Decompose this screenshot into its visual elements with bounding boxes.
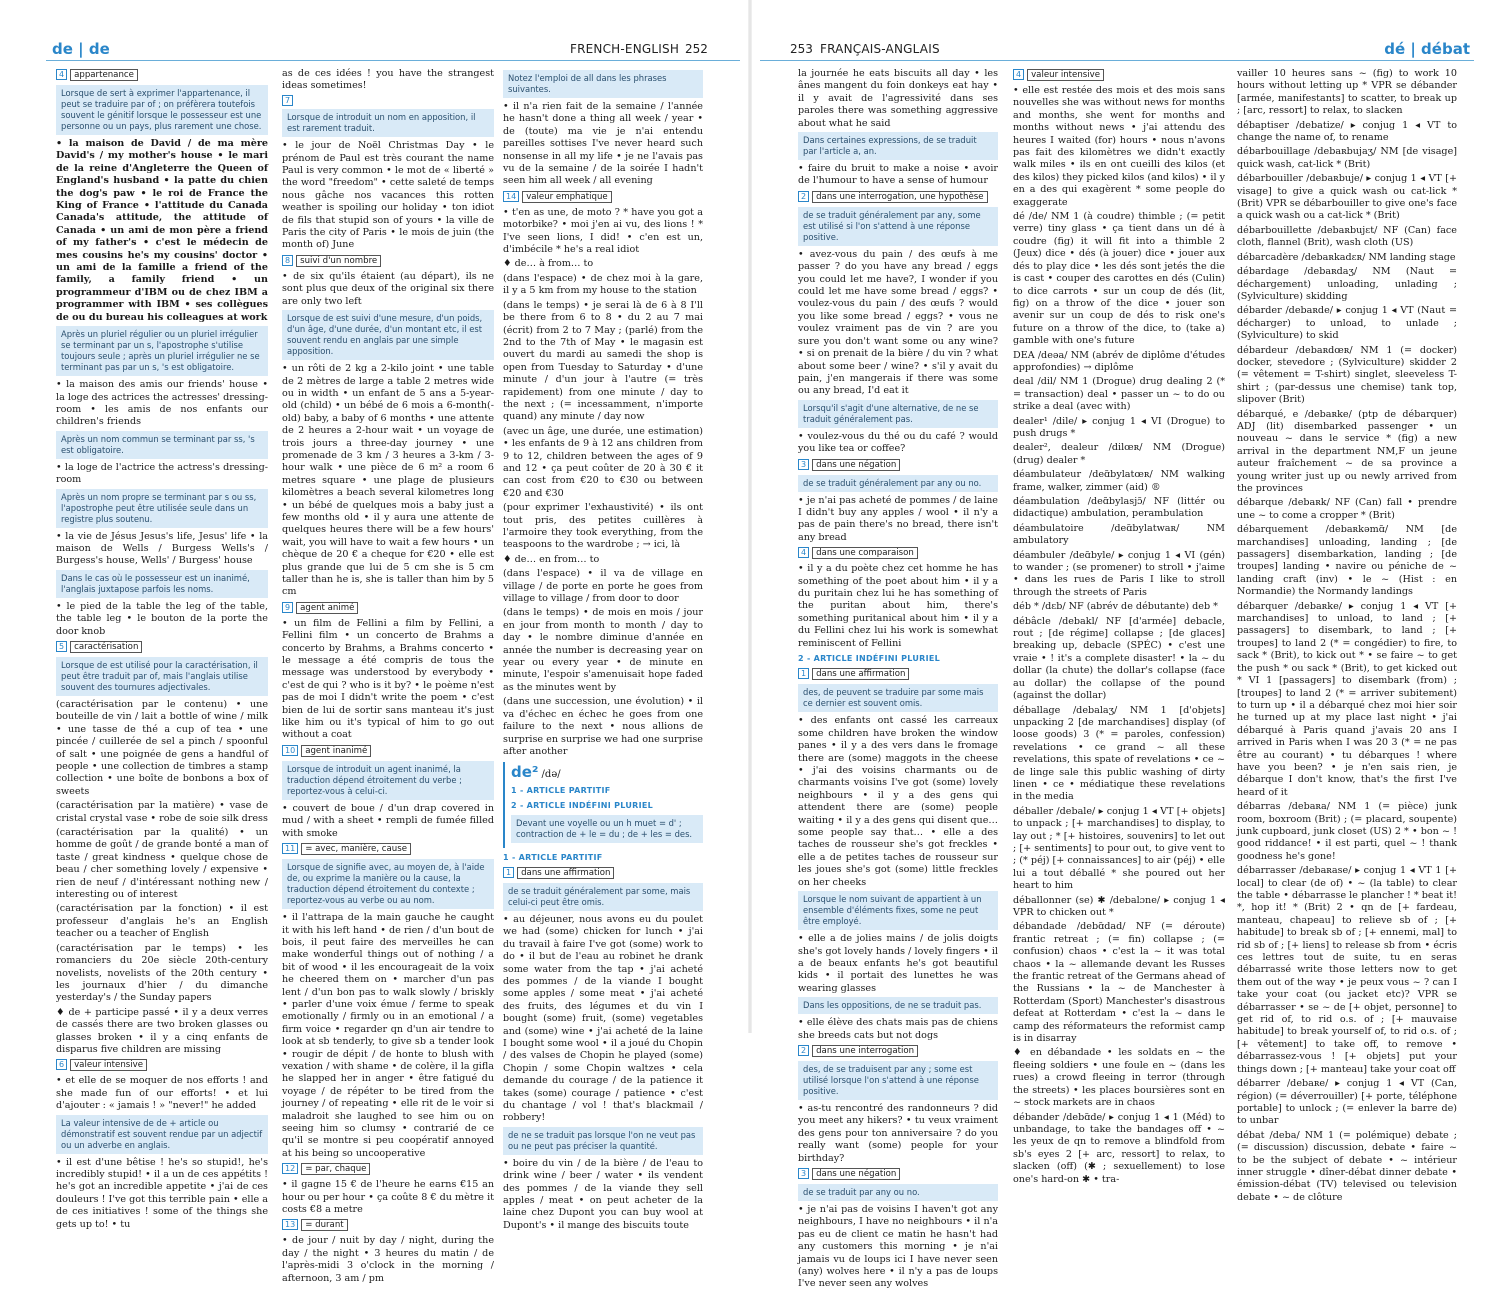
dictionary-entry: débarque /debaʀk/ NF (Can) fall • prendre une ~ to come a cropper * (Brit)	[1237, 497, 1457, 521]
entry-text: • des enfants ont cassé les carreaux some children have broken the window panes • il y a des vers dans le fromage there are (some) maggots in the cheese • j'ai des voisins charmants ou de charmants voisins I've got (some) lovely neighbours • il y a des gens qui attendent there are (some) people waiting • il y a des gens qui disent que… some people say that… • elle a des taches de rousseur she's got freckles • elle a de petites taches de rousseur sur les joues she's got (some) little freckles on her cheeks	[798, 715, 998, 888]
section-heading: 1 - ARTICLE PARTITIF	[503, 852, 603, 862]
usage-note: de se traduit généralement par any, some est utilisé si l'on s'attend à une réponse positive.	[798, 207, 998, 246]
entry-text: • et elle de se moquer de nos efforts ! and she made fun of our efforts! • et lui d'ajouter : « jamais ! » "never!" he added	[56, 1075, 268, 1112]
usage-label: agent inanimé	[301, 745, 371, 757]
usage-label: dans une négation	[812, 459, 900, 471]
entry-text: (avec un âge, une durée, une estimation) • les enfants de 9 à 12 ans children from 9 to 12, children between the ages of 9 and 12 • ça peut coûter de 20 à 30 € it can cost from €20 to €30 ou between €20 and €30	[503, 425, 703, 499]
dictionary-entry: débarcadère /debaʀkadɛʀ/ NM landing stage	[1237, 251, 1456, 263]
dictionary-entry: déambulateur /deɑ̃bylatœʀ/ NM walking frame, walker, zimmer (aid) ®	[1013, 469, 1225, 493]
usage-label: = avec, manière, cause	[301, 843, 411, 855]
entry-text: • un rôti de 2 kg a 2-kilo joint • une table de 2 mètres de large a table 2 metres wide ou in width • un enfant de 5 ans a 5-year-old (child) • un bébé de 6 mois a 6-month(-old) baby, a baby of 6 months • une attente de 2 heures a 2-hour wait • un voyage de trois jours a three-day journey • une promenade de 3 km / 3 heures a 3-km / 3-hour walk • une pièce de 6 m² a room 6 metres square • une plage de plusieurs kilomètres a beach several kilometres long • un bébé de quelques mois a baby just a few months old • il y aura une attente de quelques heures there will be a few hours' wait, you will have to wait a few hours • un chèque de 20 € a cheque for €20 • elle est plus grande que lui de 5 cm she is 5 cm taller than he is, she is taller than him by 5 cm	[282, 363, 494, 598]
entry-text: • le jour de Noël Christmas Day • le prénom de Paul est très courant the name Paul is very common • le mot de « liberté » the word "freedom" • cette saleté de temps nous gâche nos vacances this rotten weather is spoiling our holiday • ton idiot de fils that stupid son of yours • la ville de Paris the city of Paris • le mois de juin (the month of) June	[282, 140, 494, 251]
dictionary-entry: débardeur /debaʀdœʀ/ NM 1 (= docker) docker, stevedore ; (Sylviculture) skidder 2 (= vêtement = T-shirt) singlet, sleeveless T-shirt ; (par-dessus une chemise) tank top, slipover (Brit)	[1237, 344, 1457, 406]
entry-text: • de jour / nuit by day / night, during the day / the night • 3 heures du matin / de l'après-midi 3 o'clock in the morning / afternoon, 3 am / pm	[282, 1235, 494, 1284]
entry-text: • boire du vin / de la bière / de l'eau to drink wine / beer / water • ils vendent des pommes / de la viande they sell apples / meat • on peut acheter de la laine chez Dupont you can buy wool at Dupont's • il mange des biscuits toute	[503, 1157, 703, 1231]
right-page-number: 253	[790, 42, 813, 56]
de2-headword: de²	[511, 763, 539, 782]
entry-text: • il l'attrapa de la main gauche he caught it with his left hand • de rien / d'un bout de bois, il peut faire des merveilles he can make wonderful things out of nothing / a bit of wood • il les encourageait de la voix he cheered them on • marcher d'un pas lent / d'un bon pas to walk slowly / briskly • parler d'une voix émue / ferme to speak emotionally / firmly ou in an emotional / a firm voice • regarder qn d'un air tendre to look at sb tenderly, to give sb a tender look • rougir de dépit / de honte to blush with vexation / with shame • de colère, il la gifla he slapped her in anger • être fatigué du voyage / de répéter to be tired from the journey / of repeating • elle rit de le voir si maladroit she laughed to see him ou on seeing him so clumsy • contrarié de ce qu'il se montre si peu coopératif annoyed at his being so uncooperative	[282, 912, 494, 1159]
usage-note: Lorsque de introduit un nom en apposition, il est rarement traduit.	[282, 109, 494, 137]
entry-text: • voulez-vous du thé ou du café ? would you like tea or coffee?	[798, 430, 998, 455]
dictionary-entry: déballer /debale/ ▸ conjug 1 ◂ VT [+ objets] to unpack ; [+ marchandises] to display, to lay out ; * [+ histoires, souvenirs] to let out ; [+ sentiments] to pour out, to give vent to ; (* péj) [+ connaissances] to air (péj) • elle lui a tout déballé * she poured out her heart to him	[1013, 805, 1225, 892]
dictionary-entry: débardage /debaʀdaʒ/ NM (Naut = déchargement) unloading, unlading ; (Sylviculture) skidding	[1237, 266, 1457, 302]
usage-note: Lorsque de sert à exprimer l'appartenance, il peut se traduire par of ; on préfèrera toutefois souvent le génitif lorsque le possesseur est une personne ou un pays, plus rarement une chose.	[56, 85, 268, 135]
entry-text: • au déjeuner, nous avons eu du poulet we had (some) chicken for lunch • j'ai du travail à faire I've got (some) work to do • il but de l'eau au robinet he drank some water from the tap • j'ai acheté des pommes / de la viande I bought some apples / some meat • j'ai acheté des fruits, des légumes et du vin I bought (some) fruit, (some) vegetables and (some) wine • j'ai acheté de la laine I bought some wool • il a joué du Chopin / des valses de Chopin he played (some) Chopin / some Chopin waltzes • cela demande du courage / de la patience it takes (some) courage / patience • c'est du chantage / vol ! that's blackmail / robbery!	[503, 913, 703, 1124]
left-column-2	[282, 68, 494, 1284]
dictionary-entry: dé /de/ NM 1 (à coudre) thimble ; (= petit verre) tiny glass • ça tient dans un dé à coudre (fig) it will fit into a thimble 2 (Jeux) dice • dés (à jouer) dice • jouer aux dés to play dice • les dés sont jetés the die is cast • couper des carottes en dés (Culin) to dice carrots • sur un coup de dés (lit, fig) on a throw of the dice • jouer son avenir sur un coup de dés to risk one's future on a throw of the dice, to (take a) gamble with one's future	[1013, 211, 1225, 347]
usage-note: La valeur intensive de de + article ou démonstratif est souvent rendue par un adjectif ou un adverbe en anglais.	[56, 1115, 268, 1154]
entry-text: • il gagne 15 € de l'heure he earns €15 an hour ou per hour • ça coûte 8 € du mètre it costs €8 a metre	[282, 1179, 494, 1216]
usage-label: dans une interrogation, une hypothèse	[812, 191, 987, 203]
entry-text: • la vie de Jésus Jesus's life, Jesus' life • la maison de Wells / Burgess Wells's / Burgess's house, Wells' / Burgess' house	[56, 530, 268, 567]
entry-text: • il n'a rien fait de la semaine / l'année he hasn't done a thing all week / year • de (toute) ma vie je n'ai entendu pareilles sottises I've never heard such nonsense in all my life • je ne l'avais pas vu de la semaine / de la soirée I hadn't seen him all week / all evening	[503, 101, 703, 187]
entry-text: • avez-vous du pain / des œufs à me passer ? do you have any bread / eggs you could let me have?, I wonder if you could let me have some bread / eggs? • voulez-vous du pain / des œufs ? would you like some bread / eggs? • vous ne voulez vraiment pas de vin ? are you sure you don't want some ou any wine? • si on prenait de la bière / du vin ? what about some beer / wine? • s'il y avait du pain, j'en mangerais if there was some ou any bread, I'd eat it	[798, 248, 998, 397]
dictionary-entry: déballage /debalaʒ/ NM 1 [d'objets] unpacking 2 [de marchandises] display (of loose goods) 3 (* = paroles, confession) revelations • ce grand ~ all these revelations, this spate of revelations • ce ~ de linge sale this public washing of dirty linen • ce • médiatique these revelations in the media	[1013, 704, 1225, 803]
dictionary-entry: débarqué, e /debaʀke/ (ptp de débarquer) ADJ (lit) disembarked passenger • un nouveau ~ dans le service * (fig) a new arrival in the department NM,F un jeune auteur fraîchement ~ de sa province a young writer just up ou newly arrived from the provinces	[1237, 408, 1457, 494]
entry-text: • elle est restée des mois et des mois sans nouvelles she was without news for months and months, she went for months and months without news • j'ai attendu des heures I waited (for) hours • nous n'avons pas fait des kilomètres we didn't exactly walk miles • ils en ont cueilli des kilos (et des kilos) they picked kilos (and kilos) • il y en a des qui exagèrent * some people do exaggerate	[1013, 85, 1225, 208]
usage-label: suivi d'un nombre	[296, 255, 381, 267]
entry-text: (caractérisation par la qualité) • un homme de goût / de grande bonté a man of taste / great kindness • quelque chose de beau / cher something lovely / expensive • rien de neuf / d'intéressant nothing new / interesting ou of interest	[56, 827, 268, 901]
entry-text: (dans l'espace) • il va de village en village / de porte en porte he goes from village to village / from door to door	[503, 568, 703, 605]
usage-note: Lorsque de est suivi d'une mesure, d'un poids, d'un âge, d'une durée, d'un montant etc, il est souvent rendu en anglais par une simple apposition.	[282, 310, 494, 360]
usage-note: de se traduit généralement par any ou no.	[798, 475, 998, 492]
usage-note: de ne se traduit pas lorsque l'on ne veut pas ou ne peut pas préciser la quantité.	[503, 1127, 703, 1155]
entry-text: ♦ de + participe passé • il y a deux verres de cassés there are two broken glasses ou glasses broken • il y a cinq enfants de disparus five children are missing	[56, 1006, 268, 1055]
de2-section-1: 1 - ARTICLE PARTITIF	[511, 785, 611, 795]
dictionary-entry: débarquement /debaʀkəmɑ̃/ NM [de marchandises] unloading, landing ; [de passagers] disembarkation, landing ; [de troupes] landing • navire ou péniche de ~ landing craft (inv) • le ~ (Hist : en Normandie) the Normandy landings	[1237, 524, 1457, 598]
dictionary-entry: débarrer /debaʀe/ ▸ conjug 1 ◂ VT (Can, région) (= déverrouiller) [+ porte, téléphone portable] to unlock ; (= enlever la barre de) to unbar	[1237, 1078, 1457, 1127]
entry-text: • il y a du poète chez cet homme he has something of the poet about him • il y a du puritain chez lui he has something of the puritan about him, there's something puritanical about him • il y a du Fellini chez lui his work is somewhat reminiscent of Fellini	[798, 563, 998, 649]
entry-text: (dans l'espace) • de chez moi à la gare, il y a 5 km from my house to the station	[503, 272, 703, 297]
left-column-3	[503, 68, 703, 1231]
left-running-head	[0, 38, 750, 62]
sense-number: 9	[282, 602, 293, 613]
de2-note: Devant une voyelle ou un h muet = d' ; contraction de + le = du ; de + les = des.	[511, 815, 703, 843]
dictionary-entry: débarrasser /debaʀase/ ▸ conjug 1 ◂ VT 1 [+ local] to clear (de of) • ~ (la table) to clear the table • débarrasse le plancher ! * beat it! *, hop it! * (Brit) 2 • qn de [+ fardeau, manteau, chapeau] to relieve sb of ; [+ habitude] to break sb of ; [+ ennemi, mal] to rid sb of ; [+ liens] to release sb from • écris ces lettres tout de suite, tu en seras débarrassé write those letters now to get them out of the way • je peux vous ~ ? can I take your coat (ou jacket etc)? VPR se débarrasser • se ~ de [+ objet, personne] to get rid of, to rid o.s. of ; [+ mauvaise habitude] to break yourself of, to rid o.s. of ; [+ vêtement] to take off, to remove • débarrassez-vous ! [+ objets] put your things down ; [+ manteau] take your coat off	[1237, 865, 1457, 1075]
right-running-head	[750, 38, 1500, 62]
entry-text: • elle élève des chats mais pas de chiens she breeds cats but not dogs	[798, 1017, 998, 1041]
right-column-1	[798, 68, 998, 1290]
entry-text: • couvert de boue / d'un drap covered in mud / with a sheet • rempli de fumée filled with smoke	[282, 802, 494, 839]
right-column-3	[1237, 68, 1457, 1203]
sense-number: 1	[503, 867, 514, 878]
sense-number: 8	[282, 255, 293, 266]
dictionary-entry: vailler 10 heures sans ~ (fig) to work 10 hours without letting up * VPR se débander [armée, manifestants] to scatter, to break up ; [arc, ressort] to relax, to slacken	[1237, 68, 1457, 117]
usage-note: Dans le cas où le possesseur est un inanimé, l'anglais juxtapose parfois les noms.	[56, 570, 268, 598]
dictionary-entry: déb * /dɛb/ NF (abrév de débutante) deb *	[1013, 601, 1218, 613]
dictionary-entry: débâcle /debakl/ NF [d'armée] debacle, rout ; [de régime] collapse ; [de glaces] breaking up, debacle (SPÉC) • c'est une vraie • ! it's a complete disaster! • la ~ du dollar (la chute) the dollar's collapse (face au dollar) the collapse of the pound (against the dollar)	[1013, 615, 1225, 702]
usage-note: Notez l'emploi de all dans les phrases suivantes.	[503, 70, 703, 98]
dictionary-entry: débarquer /debaʀke/ ▸ conjug 1 ◂ VT [+ marchandises] to unload, to land ; [+ passagers] to disembark, to land ; [+ troupes] to land 2 (* = congédier) to fire, to sack * (Brit), to kick out * • se faire ~ to get the push * ou sack * (Brit), to get kicked out * VI 1 [passagers] to disembark (from) ; [troupes] to land 2 (* = arriver subitement) to turn up • il a débarqué chez moi hier soir he turned up at my place last night • j'ai débarqué à Paris quand j'avais 20 ans I arrived in Paris when I was 20 3 (* = ne pas être au courant) • tu débarques ! where have you been? • je n'en sais rien, je débarque I don't know, that's the first I've heard of it	[1237, 600, 1457, 798]
sense-number: 2	[798, 191, 809, 202]
de2-entry-box	[503, 762, 703, 847]
sense-number: 12	[282, 1163, 298, 1174]
de2-pronunciation: /də/	[541, 769, 561, 781]
entry-text: la journée he eats biscuits all day • les ânes mangent du foin donkeys eat hay • il y avait de l'agressivité dans ses paroles there was something aggressive about what he said	[798, 68, 998, 129]
dictionary-entry: deal /dil/ NM 1 (Drogue) drug dealing 2 (* = transaction) deal • passer un ~ to do ou strike a deal (avec with)	[1013, 376, 1225, 413]
right-column-2	[1013, 68, 1225, 1185]
dictionary-entry: débaptiser /debatize/ ▸ conjug 1 ◂ VT to change the name of, to rename	[1237, 119, 1457, 144]
usage-label: caractérisation	[70, 641, 142, 653]
entry-text: • la maison de David / de ma mère David's / my mother's house • le mari de la reine d'Angleterre the Queen of England's husband • la patte du chien the dog's paw • le roi de France the King of France • l'attitude du Canada Canada's attitude, the attitude of Canada • un ami de mon père a friend of my father's • c'est le médecin de mes cousins he's my cousins' doctor • un ami de la famille a friend of the family, a family friend • un programmeur d'IBM ou de chez IBM a programmer with IBM • ses collègues de ou du bureau his colleagues at work	[56, 138, 268, 323]
dictionary-entry: débarder /debaʀde/ ▸ conjug 1 ◂ VT (Naut = décharger) to unload, to unlade ; (Sylviculture) to skid	[1237, 305, 1457, 342]
right-head-rule	[760, 60, 1474, 61]
dictionary-entry: déballonner (se) ✱ /debalɔne/ ▸ conjug 1 ◂ VPR to chicken out *	[1013, 894, 1225, 918]
entry-text: • je n'ai pas de voisins I haven't got any neighbours, I have no neighbours • il n'a pas eu de client ce matin he hasn't had any customers this morning • je n'ai jamais vu de loups ici I have never seen (any) wolves here • il n'y a pas de loups I've never seen any wolves	[798, 1203, 998, 1290]
entry-text: • as-tu rencontré des randonneurs ? did you meet any hikers? • tu veux vraiment des gens pour ton anniversaire ? do you really want (some) people for your birthday?	[798, 1102, 998, 1164]
left-page	[0, 0, 750, 1284]
dictionary-entry: déambulation /deɑ̃bylasjɔ̃/ NF (littér ou didactique) ambulation, perambulation	[1013, 496, 1225, 520]
usage-note: des, de peuvent se traduire par some mais ce dernier est souvent omis.	[798, 684, 998, 712]
entry-text: (dans le temps) • de mois en mois / jour en jour from month to month / day to day • le nombre diminue d'année en année the number is decreasing year on year ou every year • de minute en minute, l'espoir s'amenuisait hope faded as the minutes went by	[503, 607, 703, 693]
sense-number: 1	[798, 668, 809, 679]
dictionary-entry: dealer², dealeur /dilœʀ/ NM (Drogue) (drug) dealer *	[1013, 442, 1225, 466]
usage-note: Dans les oppositions, de ne se traduit pas.	[798, 997, 998, 1014]
entry-text: (dans le temps) • je serai là de 6 à 8 I'll be there from 6 to 8 • du 2 au 7 mai (écrit) from 2 to 7 May ; (parlé) from the 2nd to the 7th of May • le magasin est ouvert du mardi au samedi the shop is open from Tuesday to Saturday • d'une minute / d'un jour à l'autre (= très rapidement) from one minute / day to the next ; (= incessamment, n'importe quand) any minute / day now	[503, 299, 703, 423]
sense-number: 4	[798, 547, 809, 558]
usage-note: de se traduit par any ou no.	[798, 1184, 998, 1201]
entry-text: ♦ de… à from… to	[503, 258, 594, 270]
dictionary-entry: dealer¹ /dile/ ▸ conjug 1 ◂ VI (Drogue) to push drugs *	[1013, 415, 1225, 439]
entry-text: • t'en as une, de moto ? * have you got a motorbike? • moi j'en ai vu, des lions ! * I've seen lions, I did! • c'en est un, d'imbécile * he's a real idiot	[503, 206, 703, 256]
entry-text: • il est d'une bêtise ! he's so stupid!, he's incredibly stupid! • il a un de ces appétits ! he's got an incredible appetite • j'ai de ces douleurs ! I've got this terrible pain • elle a de ces initiatives ! some of the things she gets up to! • tu	[56, 1156, 268, 1230]
entry-text: • la loge de l'actrice the actress's dressing-room	[56, 461, 268, 486]
usage-label: dans une comparaison	[812, 547, 918, 559]
usage-label: valeur intensive	[1027, 69, 1104, 81]
sense-number: 10	[282, 745, 298, 756]
usage-label: dans une affirmation	[812, 668, 909, 680]
section-heading: 2 - ARTICLE INDÉFINI PLURIEL	[798, 654, 941, 663]
usage-note: Après un nom commun se terminant par ss, 's est obligatoire.	[56, 431, 268, 459]
dictionary-entry: ♦ en débandade • les soldats en ~ the fleeing soldiers • une foule en ~ (dans les rues) a crowd fleeing in terror (through the streets) • les places boursières sont en ~ stock markets are in chaos	[1013, 1047, 1225, 1109]
usage-note: Lorsqu'il s'agit d'une alternative, de ne se traduit généralement pas.	[798, 400, 998, 428]
usage-label: dans une interrogation	[812, 1045, 918, 1057]
usage-note: Lorsque le nom suivant de appartient à un ensemble d'éléments fixes, some ne peut être employé.	[798, 891, 998, 930]
usage-note: Lorsque de signifie avec, au moyen de, à l'aide de, ou exprime la manière ou la cause, la traduction dépend étroitement du contexte ; reportez-vous au verbe ou au nom.	[282, 859, 494, 909]
sense-number: 3	[798, 459, 809, 470]
left-column-1	[56, 68, 268, 1230]
usage-note: Lorsque de est utilisé pour la caractérisation, il peut être traduit par of, mais l'anglais utilise souvent des tournures adjectivales.	[56, 657, 268, 696]
sense-number: 11	[282, 843, 298, 854]
usage-note: des, de se traduisent par any ; some est utilisé lorsque l'on s'attend à une réponse positive.	[798, 1061, 998, 1100]
sense-number: 14	[503, 191, 519, 202]
dictionary-entry: débandade /debɑ̃dad/ NF (= déroute) frantic retreat ; (= fin) collapse ; (= confusion) chaos • c'est la ~ it was total chaos • la ~ allemande devant les Russes the frantic retreat of the Germans ahead of the Russians • la ~ de Manchester à Rotterdam (Sport) Manchester's disastrous defeat at Rotterdam • c'est la ~ dans le camp des réformateurs the reformist camp is in disarray	[1013, 921, 1225, 1045]
left-page-title: FRENCH-ENGLISH	[570, 42, 680, 56]
entry-text: • faire du bruit to make a noise • avoir de l'humour to have a sense of humour	[798, 163, 998, 187]
usage-note: Lorsque de introduit un agent inanimé, la traduction dépend étroitement du verbe ; reportez-vous à celui-ci.	[282, 761, 494, 800]
usage-note: Après un nom propre se terminant par s ou ss, l'apostrophe peut être utilisée seule dans un registre plus soutenu.	[56, 489, 268, 528]
sense-number: 4	[56, 69, 67, 80]
dictionary-entry: débander /debɑ̃de/ ▸ conjug 1 ◂ 1 (Méd) to unbandage, to take the bandages off • ~ les yeux de qn to remove a blindfold from sb's eyes 2 [+ arc, ressort] to relax, to slacken (off) (✱ ; sexuellement) to lose one's hard-on ✱ • tra-	[1013, 1111, 1225, 1185]
dictionary-entry: débat /deba/ NM 1 (= polémique) debate ; (= discussion) discussion, debate • faire ~ to be the subject of debate • ~ intérieur inner struggle • dîner-débat dinner debate • émission-débat (TV) televised ou television debate • ~ de clôture	[1237, 1129, 1457, 1203]
left-head-rule	[46, 60, 740, 61]
usage-label: appartenance	[70, 69, 138, 81]
sense-number: 7	[282, 95, 293, 106]
dictionary-entry: DEA /deəa/ NM (abrév de diplôme d'études approfondies) → diplôme	[1013, 349, 1225, 373]
entry-text: • la maison des amis our friends' house • la loge des actrices the actresses' dressing-room • les amis de nos enfants our children's friends	[56, 379, 268, 428]
usage-note: de se traduit généralement par some, mais celui-ci peut être omis.	[503, 883, 703, 911]
entry-text: (caractérisation par le temps) • les romanciers du 20e siècle 20th-century novelists, novelists of the 20th century • les journaux d'hier / du dimanche yesterday's / the Sunday papers	[56, 942, 268, 1004]
usage-label: valeur intensive	[70, 1059, 147, 1071]
entry-text: • de six qu'ils étaient (au départ), ils ne sont plus que deux of the original six there are only two left	[282, 270, 494, 307]
dictionary-entry: débarras /debaʀa/ NM 1 (= pièce) junk room, boxroom (Brit) ; (= placard, soupente) junk cupboard, junk closet (US) 2 * • bon ~ ! good riddance! • il est parti, quel ~ ! thank goodness he's gone!	[1237, 801, 1457, 862]
usage-note: Dans certaines expressions, de se traduit par l'article a, an.	[798, 132, 998, 160]
sense-number: 3	[798, 1168, 809, 1179]
sense-number: 2	[798, 1045, 809, 1056]
dictionary-entry: débarbouillette /debaʀbujɛt/ NF (Can) face cloth, flannel (Brit), wash cloth (US)	[1237, 224, 1457, 249]
usage-note: Après un pluriel régulier ou un pluriel irrégulier se terminant par un s, l'apostrophe s'utilise toujours seule ; après un pluriel irrégulier ne se terminant pas par un s, 's est obligatoire.	[56, 326, 268, 376]
usage-label: valeur emphatique	[522, 191, 612, 203]
entry-text: (caractérisation par la fonction) • il est professeur d'anglais he's an English teacher ou a teacher of English	[56, 903, 268, 940]
usage-label: = durant	[301, 1219, 347, 1231]
sense-number: 5	[56, 641, 67, 652]
entry-text: (caractérisation par la matière) • vase de cristal crystal vase • robe de soie silk dress	[56, 800, 268, 824]
sense-number: 4	[1013, 69, 1024, 80]
usage-label: agent animé	[296, 602, 358, 614]
entry-text: • un film de Fellini a film by Fellini, a Fellini film • un concerto de Brahms a concerto by Brahms, a Brahms concerto • le message a été compris de tous the message was understood by everybody • c'est de qui ? who is it by? • le poème n'est pas de moi I didn't write the poem • c'est bien de lui de sortir sans manteau it's just like him ou it's typical of him to go out without a coat	[282, 617, 494, 741]
right-head-word: dé | débat	[1384, 40, 1470, 58]
usage-label: = par, chaque	[301, 1163, 370, 1175]
left-page-number: 252	[685, 42, 708, 56]
dictionary-entry: déambuler /deɑ̃byle/ ▸ conjug 1 ◂ VI (gén) to wander ; (se promener) to stroll • j'aime • dans les rues de Paris I like to stroll through the streets of Paris	[1013, 549, 1225, 598]
entry-text: ♦ de… en from… to	[503, 553, 600, 565]
entry-text: as de ces idées ! you have the strangest ideas sometimes!	[282, 68, 494, 92]
sense-number: 6	[56, 1059, 67, 1070]
right-page	[750, 0, 1500, 1290]
sense-number: 13	[282, 1219, 298, 1230]
left-head-word: de | de	[52, 40, 110, 58]
entry-text: (pour exprimer l'exhaustivité) • ils ont tout pris, des petites cuillères à l'armoire they took everything, from the teaspoons to the wardrobe ; → ici, là	[503, 502, 703, 551]
entry-text: (dans une succession, une évolution) • il va d'échec en échec he goes from one failure to the next • nous allions de surprise en surprise we had one surprise after another	[503, 696, 703, 757]
entry-text: • je n'ai pas acheté de pommes / de laine I didn't buy any apples / wool • il n'y a pas de pain there's no bread, there isn't any bread	[798, 494, 998, 543]
dictionary-entry: déambulatoire /deɑ̃bylatwaʀ/ NM ambulatory	[1013, 522, 1225, 547]
right-page-title: FRANÇAIS-ANGLAIS	[820, 42, 940, 56]
usage-label: dans une affirmation	[517, 867, 614, 879]
de2-section-2: 2 - ARTICLE INDÉFINI PLURIEL	[511, 801, 654, 811]
dictionary-entry: débarbouiller /debaʀbuje/ ▸ conjug 1 ◂ VT [+ visage] to give a quick wash ou cat-lick * (Brit) VPR se débarbouiller to give one's face a quick wash ou a cat-lick * (Brit)	[1237, 173, 1457, 222]
dictionary-entry: débarbouillage /debaʀbujaʒ/ NM [de visage] quick wash, cat-lick * (Brit)	[1237, 146, 1457, 170]
entry-text: • elle a de jolies mains / de jolis doigts she's got lovely hands / lovely fingers • il a de beaux enfants he's got beautiful kids • il portait des lunettes he was wearing glasses	[798, 933, 998, 994]
entry-text: • le pied de la table the leg of the table, the table leg • le bouton de la porte the door knob	[56, 600, 268, 637]
usage-label: dans une négation	[812, 1168, 900, 1180]
entry-text: (caractérisation par le contenu) • une bouteille de vin / lait a bottle of wine / milk • une tasse de thé a cup of tea • une pincée / cuillerée de sel a pinch / spoonful of salt • une poignée de gens a handful of people • une collection de timbres a stamp collection • une boîte de bonbons a box of sweets	[56, 698, 268, 797]
